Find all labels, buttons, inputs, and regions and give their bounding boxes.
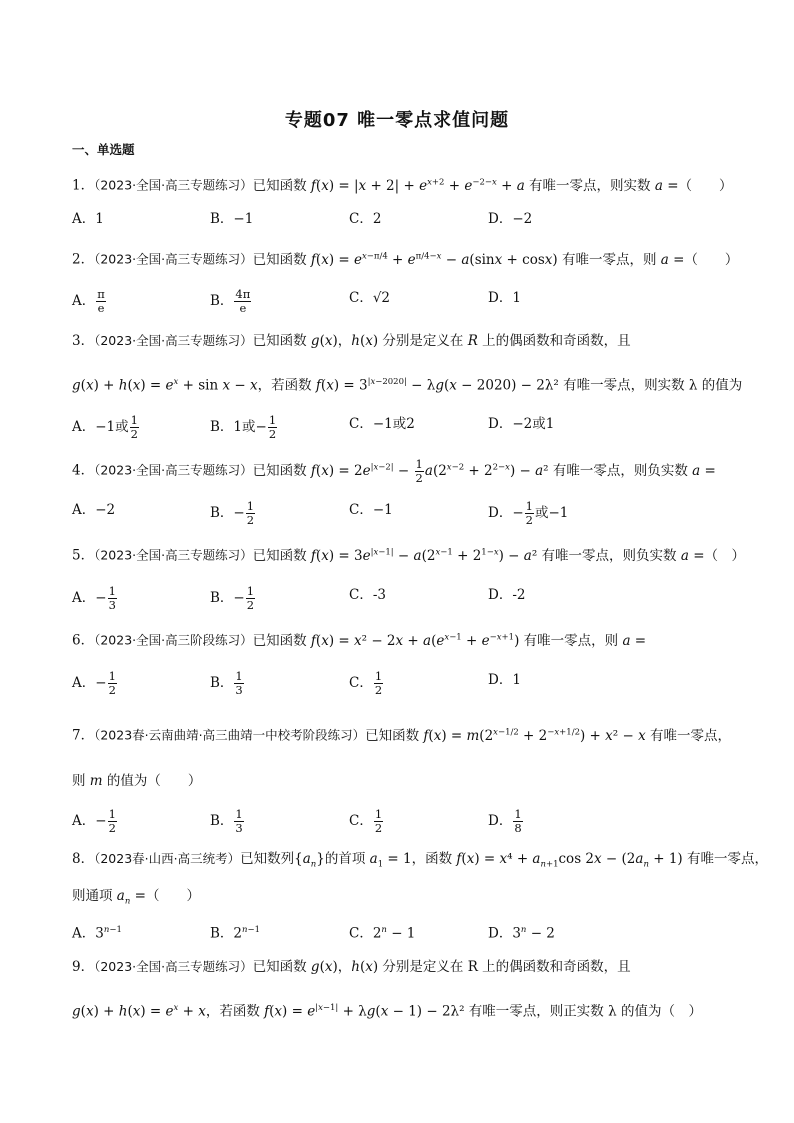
question-number: 2． <box>72 251 95 268</box>
question-source: （2023·全国·高三专题练习） <box>94 547 253 563</box>
page-title: 专题07 唯一零点求值问题 <box>284 110 510 131</box>
option-b[interactable]: B．−1 <box>210 211 254 227</box>
option-b[interactable]: B． $\frac{1}{3}$ <box>210 807 243 835</box>
question-number: 6． <box>72 632 95 649</box>
option-d[interactable]: D．-2 <box>488 587 526 603</box>
option-c[interactable]: C．√2 <box>349 290 391 306</box>
option-b[interactable]: B． $\frac{1}{3}$ <box>210 669 243 697</box>
question-6 <box>72 627 646 651</box>
question-3-line2: $g(x) + h(x) = e^x + \sin x - x$，若函数 $f(x) = 3^{|x-2020|} - \lambda g(x - 2020) - 2\lambda^2$ 有唯一零点，则实数 λ 的值为 <box>72 377 743 394</box>
question-number: 1． <box>72 177 95 194</box>
question-source: （2023·全国·高三专题练习） <box>94 959 253 974</box>
option-b[interactable]: B．− $\frac{1}{2}$ <box>210 499 255 527</box>
question-4 <box>72 457 716 485</box>
question-3 <box>72 331 631 351</box>
option-a[interactable]: A．$3^{n-1}$ <box>72 925 122 942</box>
question-text: 已知函数 $f(x) = 3e^{|x-1|} - a(2^{x-1} + 2^{1-x}) - a^2$ 有唯一零点，则负实数 a =（ ） <box>252 547 746 564</box>
option-a[interactable]: A．− $\frac{1}{3}$ <box>72 584 116 612</box>
section-heading: 一、单选题 <box>72 142 135 157</box>
option-b[interactable]: B．1或− $\frac{1}{2}$ <box>210 413 277 441</box>
question-9-line2: $g(x) + h(x) = e^x + x$，若函数 $f(x) = e^{|x-1|} + \lambda g(x - 1) - 2\lambda^2$ 有唯一零点，则正实数 λ 的值为（ ） <box>72 1003 702 1020</box>
question-8-line2: 则通项 $a_n$ =（ ） <box>72 888 200 907</box>
question-text: 已知函数 $f(x) = 2e^{|x-2|}$ − $\frac{1}{2}$ $a(2^{x-2} + 2^{2-x}) - a^2$ 有唯一零点，则负实数 a = <box>252 456 716 485</box>
option-c[interactable]: C．−1或2 <box>349 416 415 432</box>
question-7-line2: 则 m 的值为（ ） <box>72 773 202 789</box>
question-source: （2023春·山西·高三统考） <box>94 851 241 866</box>
question-text: 已知函数 $f(x) = e^{x-\pi/4} + e^{\pi/4-x} - a(\sin x + \cos x)$ 有唯一零点，则 a =（ ） <box>252 251 739 268</box>
option-a[interactable]: A．− $\frac{1}{2}$ <box>72 669 116 697</box>
question-source: （2023·全国·高三专题练习） <box>94 177 253 193</box>
question-number: 8． <box>72 851 95 867</box>
question-text-line1: 已知数列$\{a_n\}$的首项 $a_1 = 1$，函数 $f(x) = x^4 + a_{n+1}\cos$ $2x - (2a_n + 1)$ 有唯一零点， <box>240 851 768 870</box>
option-a[interactable]: A． $\frac{\pi}{e}$ <box>72 287 105 315</box>
option-c[interactable]: C． $\frac{1}{2}$ <box>349 669 383 697</box>
question-9 <box>72 957 631 977</box>
option-c[interactable]: C．$2^n - 1$ <box>349 925 416 942</box>
question-8 <box>72 849 768 875</box>
question-5 <box>72 542 745 566</box>
option-a[interactable]: A．−2 <box>72 502 116 518</box>
question-source: （2023·全国·高三专题练习） <box>94 333 253 348</box>
question-source: （2023·全国·高三专题练习） <box>94 462 253 478</box>
option-d[interactable]: D． $\frac{1}{8}$ <box>488 807 522 835</box>
option-a[interactable]: A．−1或 $\frac{1}{2}$ <box>72 413 138 441</box>
question-number: 4． <box>72 462 95 479</box>
option-b[interactable]: B．− $\frac{1}{2}$ <box>210 584 255 612</box>
option-c[interactable]: C．−1 <box>349 502 393 518</box>
question-source: （2023·全国·高三阶段练习） <box>94 632 253 648</box>
option-d[interactable]: D．−2或1 <box>488 416 555 432</box>
option-d[interactable]: D．− $\frac{1}{2}$ 或−1 <box>488 499 569 527</box>
question-number: 3． <box>72 333 95 349</box>
option-d[interactable]: D．$3^n - 2$ <box>488 925 555 942</box>
option-d[interactable]: D．1 <box>488 290 521 306</box>
question-text-line1: 已知函数 g(x)，h(x) 分别是定义在 R 上的偶函数和奇函数，且 <box>252 333 631 349</box>
question-text: 已知函数 $f(x) = x^2 - 2x + a(e^{x-1} + e^{-x+1})$ 有唯一零点，则 a = <box>252 632 647 649</box>
option-a[interactable]: A．1 <box>72 211 104 227</box>
option-a[interactable]: A．− $\frac{1}{2}$ <box>72 807 116 835</box>
option-c[interactable]: C．-3 <box>349 587 386 603</box>
question-text-line1: 已知函数 g(x)，h(x) 分别是定义在 R 上的偶函数和奇函数，且 <box>252 959 631 975</box>
question-7 <box>72 722 731 746</box>
option-d[interactable]: D．−2 <box>488 211 533 227</box>
question-number: 7． <box>72 727 95 744</box>
question-source: （2023·全国·高三专题练习） <box>94 251 253 267</box>
option-b[interactable]: B． $\frac{4\pi}{e}$ <box>210 287 251 315</box>
question-2 <box>72 246 738 270</box>
question-text: 已知函数 $f(x) = |x + 2| + e^{x+2} + e^{-2-x} + a$ 有唯一零点，则实数 a =（ ） <box>252 177 733 194</box>
question-1 <box>72 172 733 196</box>
option-c[interactable]: C．2 <box>349 211 382 227</box>
question-source: （2023春·云南曲靖·高三曲靖一中校考阶段练习） <box>94 727 366 743</box>
option-b[interactable]: B．$2^{n-1}$ <box>210 925 261 942</box>
question-number: 5． <box>72 547 95 564</box>
question-text-line1: 已知函数 $f(x) = m(2^{x-1/2} + 2^{-x+1/2}) + x^2 - x$ 有唯一零点， <box>365 727 732 744</box>
question-number: 9． <box>72 959 95 975</box>
option-d[interactable]: D．1 <box>488 672 521 688</box>
option-c[interactable]: C． $\frac{1}{2}$ <box>349 807 383 835</box>
